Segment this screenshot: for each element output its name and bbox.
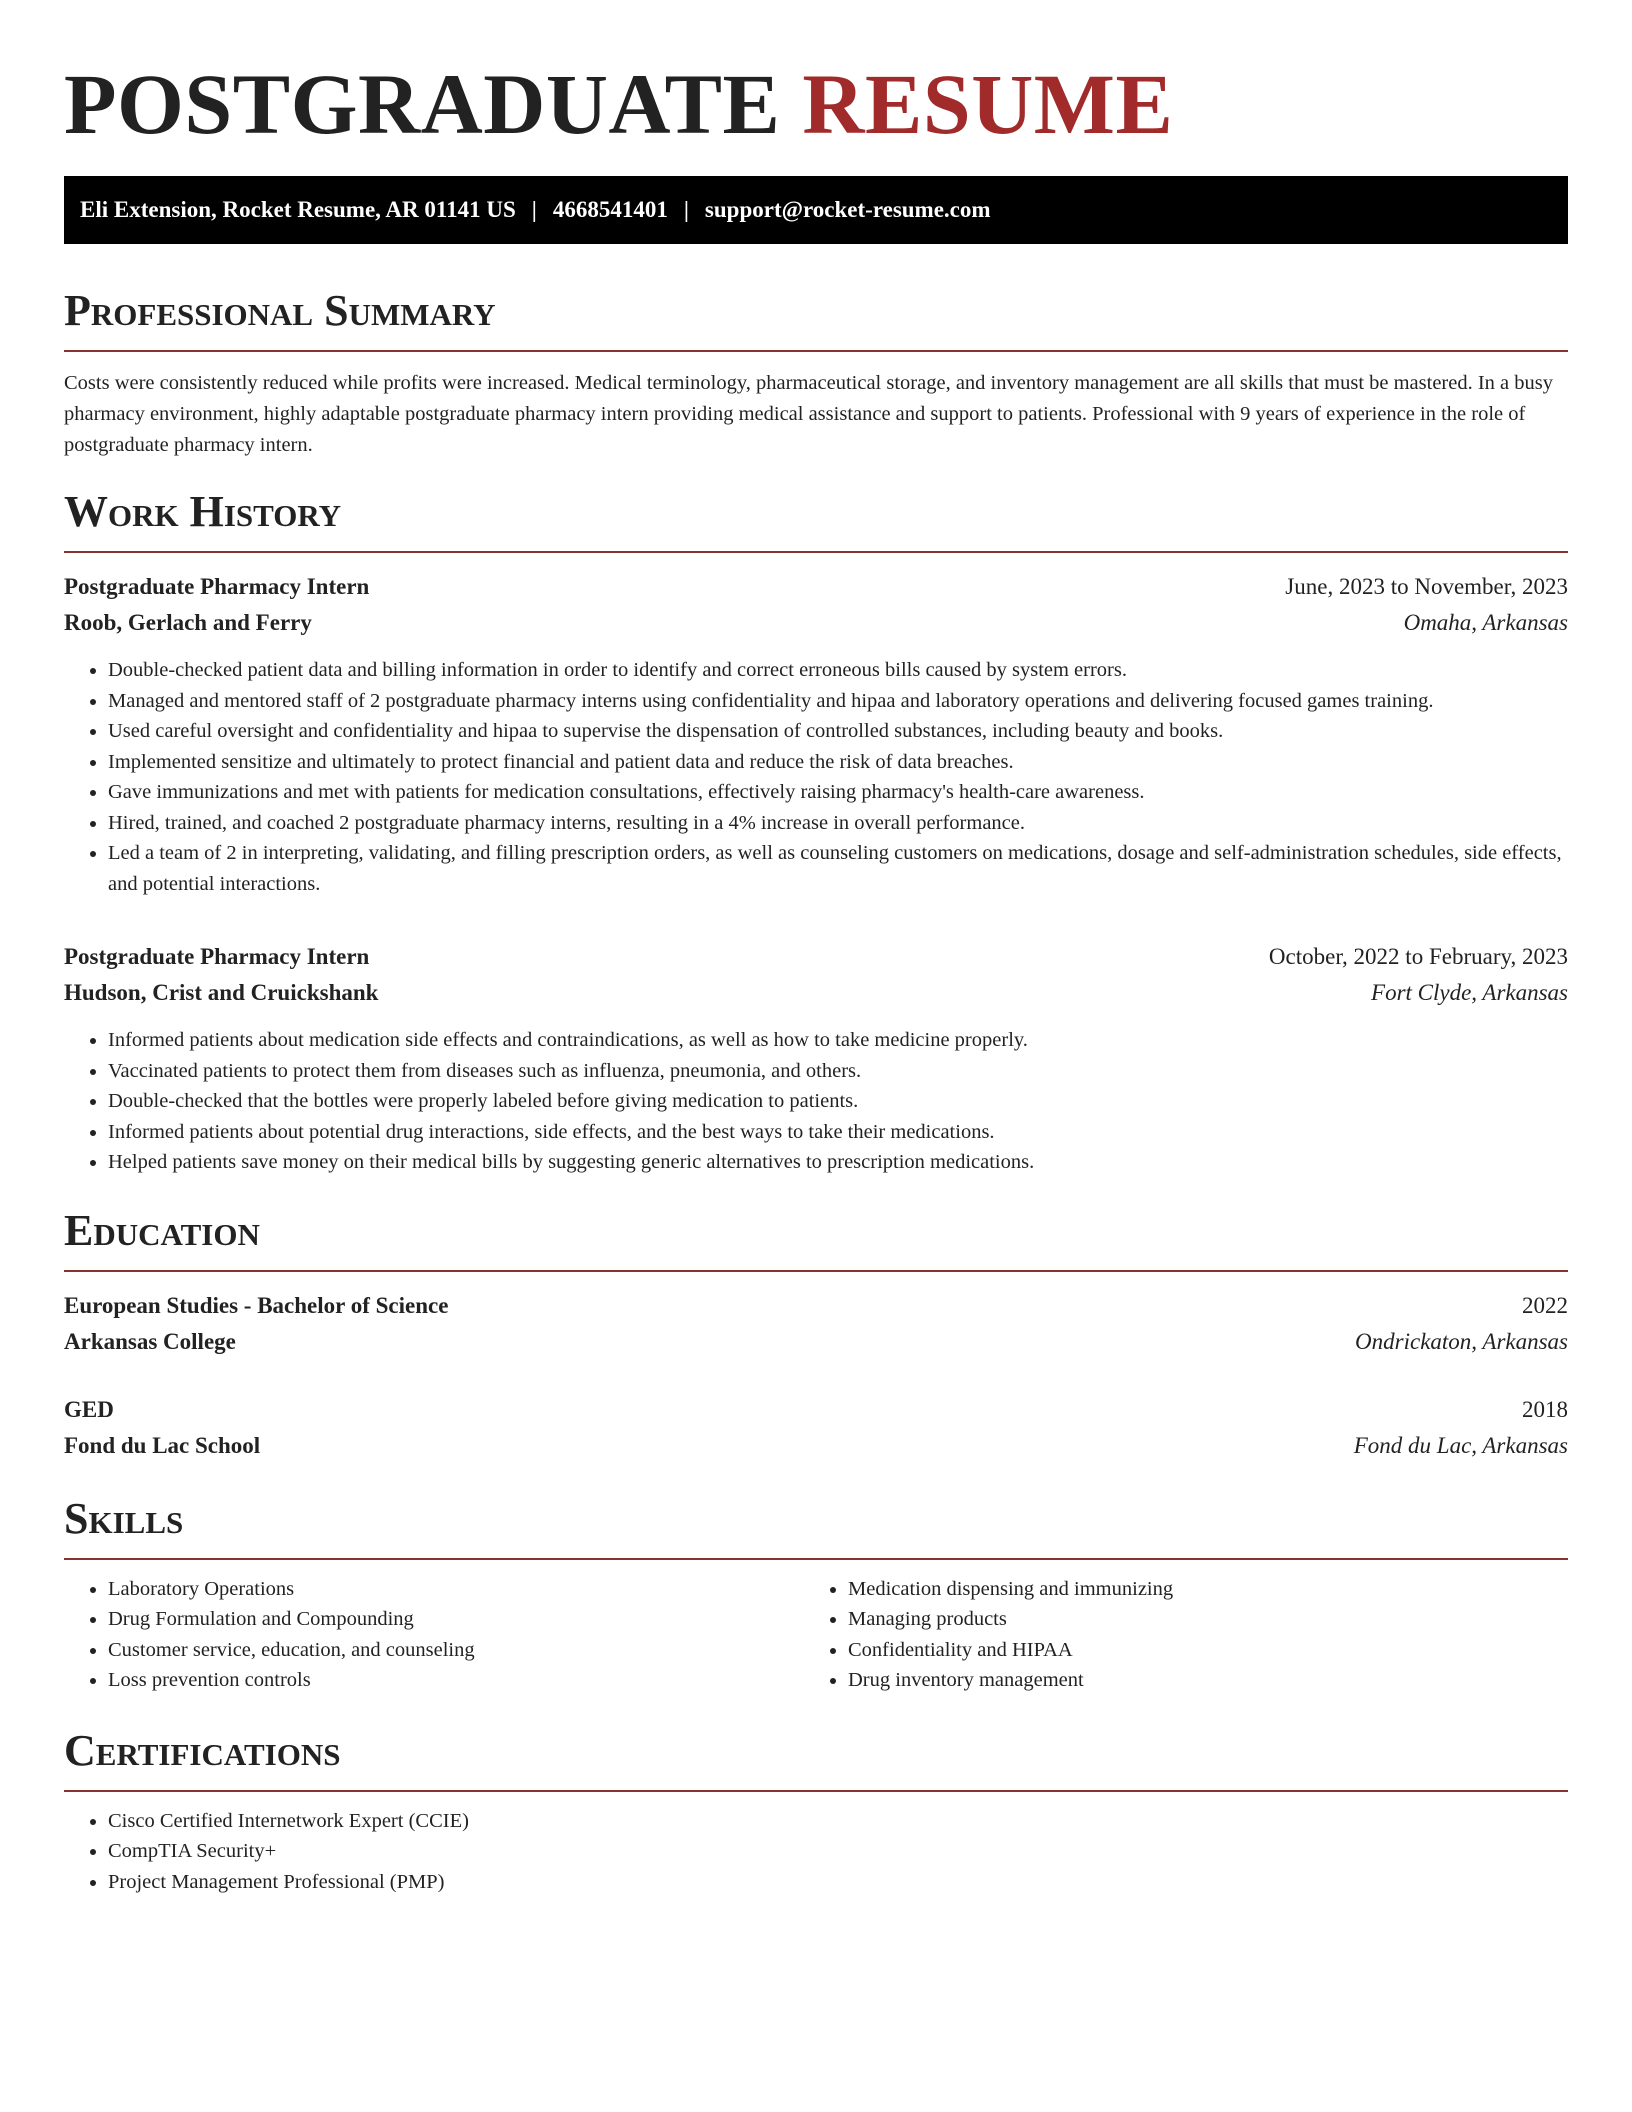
list-item: • Managing products bbox=[848, 1604, 1544, 1635]
education-entry bbox=[64, 1288, 1568, 1360]
job-entry bbox=[64, 569, 1568, 899]
list-item: • Vaccinated patients to protect them from diseases such as influenza, pneumonia, and others. bbox=[108, 1056, 1568, 1087]
title-part-1: POSTGRADUATE bbox=[64, 56, 781, 152]
list-item: • Drug Formulation and Compounding bbox=[108, 1604, 804, 1635]
education-school: Fond du Lac School bbox=[64, 1432, 261, 1458]
list-item: • CompTIA Security+ bbox=[108, 1836, 1568, 1867]
job-company: Hudson, Crist and Cruickshank bbox=[64, 980, 379, 1005]
contact-bar bbox=[64, 176, 1568, 244]
job-header-row bbox=[64, 939, 1568, 975]
section-divider bbox=[64, 1270, 1568, 1272]
job-dates: June, 2023 to November, 2023 bbox=[1285, 574, 1568, 599]
list-item: • Double-checked that the bottles were properly labeled before giving medication to patients. bbox=[108, 1086, 1568, 1117]
education-entry bbox=[64, 1392, 1568, 1464]
list-item: • Project Management Professional (PMP) bbox=[108, 1867, 1568, 1898]
contact-separator: | bbox=[531, 197, 537, 222]
list-item: • Hired, trained, and coached 2 postgraduate pharmacy interns, resulting in a 4% increase in overall performance. bbox=[108, 808, 1568, 839]
contact-separator: | bbox=[683, 197, 689, 222]
list-item: • Helped patients save money on their medical bills by suggesting generic alternatives to prescription medications. bbox=[108, 1147, 1568, 1178]
list-item: • Laboratory Operations bbox=[108, 1574, 804, 1605]
section-divider bbox=[64, 551, 1568, 553]
job-bullets bbox=[64, 655, 1568, 899]
job-dates: October, 2022 to February, 2023 bbox=[1268, 944, 1568, 969]
job-location: Omaha, Arkansas bbox=[1403, 610, 1568, 635]
skills-columns bbox=[64, 1574, 1568, 1696]
list-item: • Medication dispensing and immunizing bbox=[848, 1574, 1544, 1605]
title-part-2: RESUME bbox=[802, 56, 1174, 152]
list-item: • Used careful oversight and confidentiality and hipaa to supervise the dispensation of controlled substances, including beauty and books. bbox=[108, 716, 1568, 747]
job-bullets bbox=[64, 1025, 1568, 1178]
skills-left-column bbox=[64, 1574, 804, 1696]
education-location: Ondrickaton, Arkansas bbox=[1355, 1328, 1568, 1354]
education-school: Arkansas College bbox=[64, 1328, 236, 1354]
job-company-row bbox=[64, 975, 1568, 1011]
education-school-row bbox=[64, 1324, 1568, 1360]
list-item: • Led a team of 2 in interpreting, validating, and filling prescription orders, as well as counseling customers on medications, dosage and self-administration schedules, side effects, and potential interactions. bbox=[108, 838, 1568, 899]
job-location: Fort Clyde, Arkansas bbox=[1371, 980, 1568, 1005]
education-location: Fond du Lac, Arkansas bbox=[1353, 1432, 1568, 1458]
job-header-row bbox=[64, 569, 1568, 605]
education-year: 2018 bbox=[1522, 1396, 1568, 1422]
list-item: • Double-checked patient data and billing information in order to identify and correct erroneous bills caused by system errors. bbox=[108, 655, 1568, 686]
resume-title bbox=[64, 56, 1568, 152]
certifications-section bbox=[64, 1726, 1568, 1898]
contact-phone: 4668541401 bbox=[552, 197, 668, 222]
section-heading: Professional Summary bbox=[64, 286, 496, 335]
skills-section bbox=[64, 1494, 1568, 1696]
list-item: • Drug inventory management bbox=[848, 1665, 1544, 1696]
job-company: Roob, Gerlach and Ferry bbox=[64, 610, 312, 635]
education-school-row bbox=[64, 1428, 1568, 1464]
list-item: • Loss prevention controls bbox=[108, 1665, 804, 1696]
list-item: • Implemented sensitize and ultimately to protect financial and patient data and reduce the risk of data breaches. bbox=[108, 747, 1568, 778]
contact-email[interactable]: support@rocket-resume.com bbox=[704, 197, 991, 222]
job-company-row bbox=[64, 605, 1568, 641]
list-item: • Customer service, education, and counseling bbox=[108, 1635, 804, 1666]
education-degree-row bbox=[64, 1392, 1568, 1428]
education-section bbox=[64, 1206, 1568, 1464]
summary-text: Costs were consistently reduced while profits were increased. Medical terminology, pharmaceutical storage, and inventory management are all skills that must be mastered. In a busy pharmacy environment, highly adaptable postgraduate pharmacy intern providing medical assistance and support to patients. Professional with 9 years of experience in the role of postgraduate pharmacy intern. bbox=[64, 372, 1554, 456]
education-degree: European Studies - Bachelor of Science bbox=[64, 1292, 449, 1318]
list-item: • Informed patients about potential drug interactions, side effects, and the best ways to take their medications. bbox=[108, 1117, 1568, 1148]
section-heading: Skills bbox=[64, 1493, 184, 1543]
section-divider bbox=[64, 1558, 1568, 1560]
job-title: Postgraduate Pharmacy Intern bbox=[64, 944, 370, 969]
summary-section bbox=[64, 286, 1568, 461]
contact-address: Eli Extension, Rocket Resume, AR 01141 US bbox=[80, 197, 516, 222]
certifications-list bbox=[64, 1806, 1568, 1898]
section-heading: Education bbox=[64, 1205, 260, 1255]
job-title: Postgraduate Pharmacy Intern bbox=[64, 574, 370, 599]
job-entry bbox=[64, 939, 1568, 1178]
education-degree-row bbox=[64, 1288, 1568, 1324]
list-item: • Confidentiality and HIPAA bbox=[848, 1635, 1544, 1666]
section-divider bbox=[64, 1790, 1568, 1792]
section-heading: Certifications bbox=[64, 1725, 341, 1775]
education-degree: GED bbox=[64, 1396, 114, 1422]
skills-right-column bbox=[804, 1574, 1544, 1696]
list-item: • Managed and mentored staff of 2 postgraduate pharmacy interns using confidentiality and hipaa and laboratory operations and delivering focused games training. bbox=[108, 686, 1568, 717]
list-item: • Gave immunizations and met with patients for medication consultations, effectively raising pharmacy's health-care awareness. bbox=[108, 777, 1568, 808]
section-divider bbox=[64, 350, 1568, 352]
list-item: • Informed patients about medication side effects and contraindications, as well as how to take medicine properly. bbox=[108, 1025, 1568, 1056]
work-history-section bbox=[64, 487, 1568, 1178]
list-item: • Cisco Certified Internetwork Expert (CCIE) bbox=[108, 1806, 1568, 1837]
education-year: 2022 bbox=[1522, 1292, 1568, 1318]
section-heading: Work History bbox=[64, 487, 342, 536]
